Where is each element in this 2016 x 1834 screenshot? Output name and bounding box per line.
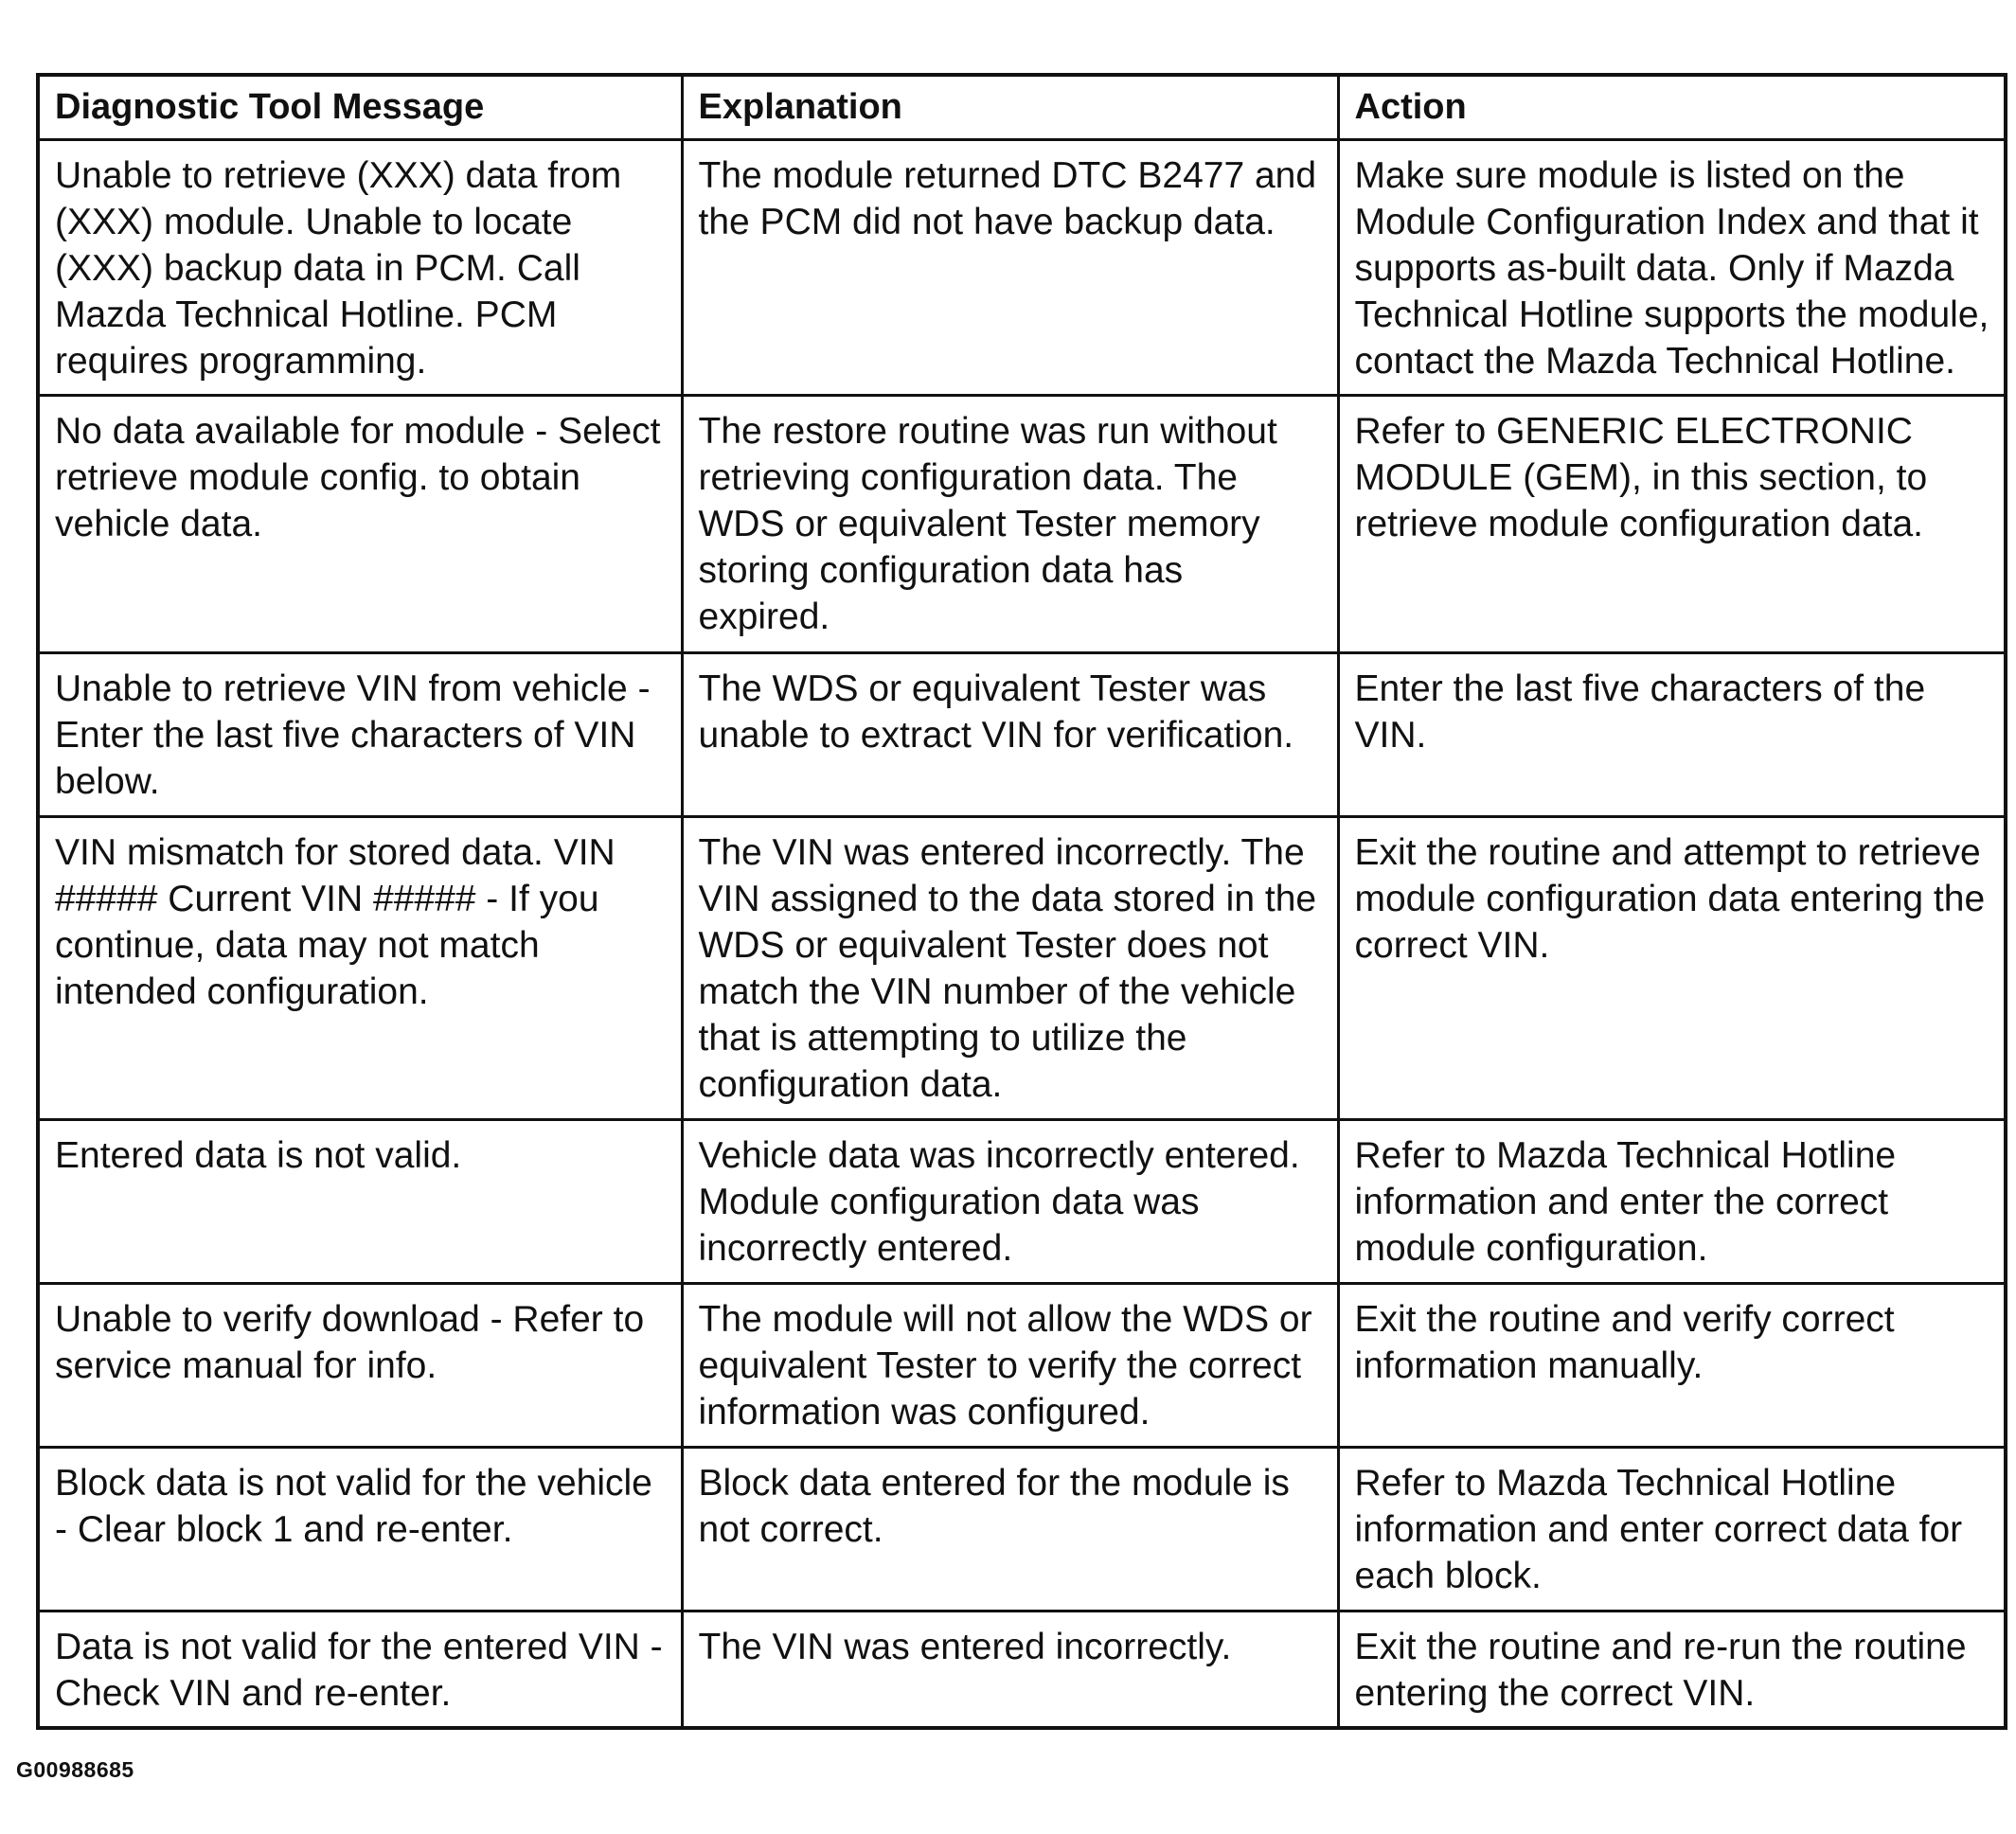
table-header-row [38,75,2006,140]
cell-explanation: Block data entered for the module is not correct. [682,1448,1338,1611]
header-action: Action [1338,75,2006,140]
header-diagnostic-tool-message: Diagnostic Tool Message [38,75,682,140]
cell-action: Refer to Mazda Technical Hotline information and enter the correct module configuration. [1338,1120,2006,1284]
cell-message: Unable to verify download - Refer to service manual for info. [38,1284,682,1448]
cell-explanation: The VIN was entered incorrectly. [682,1611,1338,1729]
cell-explanation: The WDS or equivalent Tester was unable to extract VIN for verification. [682,653,1338,817]
cell-message: Unable to retrieve VIN from vehicle - Enter the last five characters of VIN below. [38,653,682,817]
table-row [38,1448,2006,1611]
diagnostic-messages-table [36,73,2007,1730]
cell-action: Exit the routine and re-run the routine entering the correct VIN. [1338,1611,2006,1729]
table-row [38,1611,2006,1729]
cell-message: Entered data is not valid. [38,1120,682,1284]
cell-action: Exit the routine and attempt to retrieve module configuration data entering the correct VIN. [1338,817,2006,1120]
cell-message: VIN mismatch for stored data. VIN ##### Current VIN ##### - If you continue, data may not match intended configuration. [38,817,682,1120]
cell-explanation: Vehicle data was incorrectly entered. Module configuration data was incorrectly entered. [682,1120,1338,1284]
cell-explanation: The VIN was entered incorrectly. The VIN assigned to the data stored in the WDS or equivalent Tester does not match the VIN number of the vehicle that is attempting to utilize the configuration data. [682,817,1338,1120]
figure-id-caption: G00988685 [16,1757,134,1782]
table-row [38,1284,2006,1448]
cell-message: No data available for module - Select retrieve module config. to obtain vehicle data. [38,396,682,653]
table-row [38,396,2006,653]
table-row [38,817,2006,1120]
table-row [38,653,2006,817]
cell-action: Refer to GENERIC ELECTRONIC MODULE (GEM), in this section, to retrieve module configuration data. [1338,396,2006,653]
cell-message: Data is not valid for the entered VIN - Check VIN and re-enter. [38,1611,682,1729]
cell-message: Block data is not valid for the vehicle - Clear block 1 and re-enter. [38,1448,682,1611]
cell-action: Refer to Mazda Technical Hotline information and enter correct data for each block. [1338,1448,2006,1611]
cell-explanation: The restore routine was run without retrieving configuration data. The WDS or equivalent Tester memory storing configuration data has expired. [682,396,1338,653]
cell-action: Make sure module is listed on the Module Configuration Index and that it supports as-built data. Only if Mazda Technical Hotline supports the module, contact the Mazda Technical Hotline. [1338,140,2006,396]
cell-explanation: The module returned DTC B2477 and the PCM did not have backup data. [682,140,1338,396]
table-row [38,140,2006,396]
cell-action: Exit the routine and verify correct information manually. [1338,1284,2006,1448]
cell-action: Enter the last five characters of the VIN. [1338,653,2006,817]
cell-message: Unable to retrieve (XXX) data from (XXX) module. Unable to locate (XXX) backup data in PCM. Call Mazda Technical Hotline. PCM requires programming. [38,140,682,396]
table-row [38,1120,2006,1284]
cell-explanation: The module will not allow the WDS or equivalent Tester to verify the correct information was configured. [682,1284,1338,1448]
header-explanation: Explanation [682,75,1338,140]
